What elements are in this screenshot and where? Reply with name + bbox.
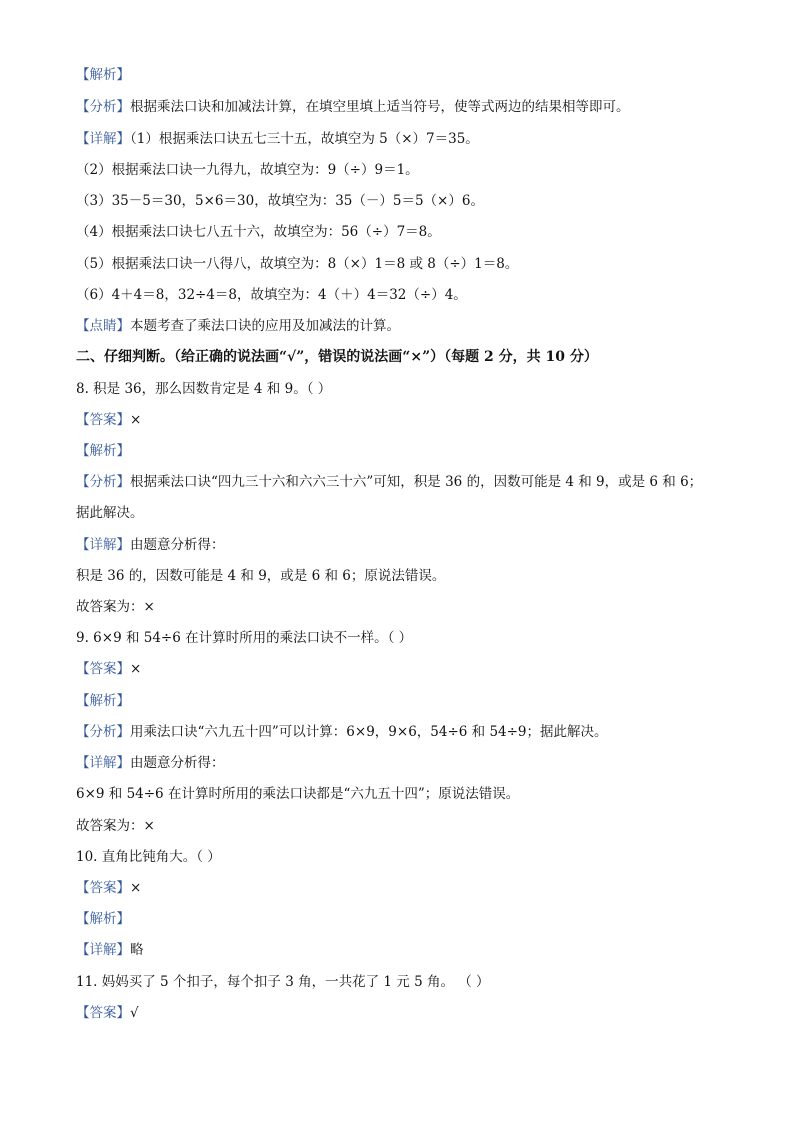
line-text: 由题意分析得： (130, 537, 225, 553)
answer-text: √ (130, 1005, 139, 1021)
line-text: 用乘法口诀“六九五十四”可以计算：6×9，9×6，54÷6 和 54÷9；据此解决。 (130, 724, 608, 740)
line-text: 本题考查了乘法口诀的应用及加减法的计算。 (130, 318, 400, 334)
line-text: 根据乘法口诀和加减法计算，在填空里填上适当符号，使等式两边的结果相等即可。 (130, 99, 630, 115)
section-tag: 【详解】 (76, 755, 130, 771)
answer-line (76, 409, 754, 431)
line-text: 6×9 和 54÷6 在计算时所用的乘法口诀都是“六九五十四”；原说法错误。 (76, 786, 520, 802)
question-text: 11. 妈妈买了 5 个扣子，每个扣子 3 角，一共花了 1 元 5 角。 （ ） (76, 974, 490, 990)
detail-line (76, 534, 754, 556)
section-tag: 【详解】 (76, 131, 130, 147)
conclusion-line (76, 596, 754, 618)
line-text: 积是 36 的，因数可能是 4 和 9，或是 6 和 6；原说法错误。 (76, 568, 446, 584)
section-tag: 【分析】 (76, 724, 130, 740)
detail-line (76, 284, 754, 306)
line-text: 据此解决。 (76, 505, 144, 521)
analysis-label-line (76, 908, 754, 930)
analysis-line (76, 96, 754, 118)
section-tag: 【解析】 (76, 693, 130, 709)
analysis-label-line (76, 440, 754, 462)
line-text: 根据乘法口诀“四九三十六和六六三十六”可知，积是 36 的，因数可能是 4 和 9，或是 6 和 6； (130, 474, 703, 490)
section-tag: 【点睛】 (76, 318, 130, 334)
detail-line (76, 159, 754, 181)
line-text: 由题意分析得： (130, 755, 225, 771)
section-tag: 【解析】 (76, 67, 130, 83)
line-text: 略 (130, 942, 144, 958)
question-text: 9. 6×9 和 54÷6 在计算时所用的乘法口诀不一样。（ ） (76, 630, 413, 646)
section-heading (76, 346, 754, 368)
line-text: 故答案为：× (76, 818, 155, 834)
detail-line (76, 253, 754, 275)
analysis-label-line (76, 64, 754, 86)
question-10 (76, 846, 754, 868)
analysis-line (76, 721, 754, 743)
detail-line (76, 190, 754, 212)
section-tag: 【答案】 (76, 412, 130, 428)
detail-line (76, 939, 754, 961)
comment-line (76, 315, 754, 337)
answer-text: × (130, 880, 142, 896)
analysis-label-line (76, 690, 754, 712)
section-tag: 【分析】 (76, 474, 130, 490)
line-text: （5）根据乘法口诀一八得八，故填空为：8（×）1＝8 或 8（÷）1＝8。 (76, 256, 519, 272)
line-text: （3）35－5＝30，5×6＝30，故填空为：35（－）5＝5（×）6。 (76, 193, 484, 209)
heading-text: 二、仔细判断。（给正确的说法画“√”，错误的说法画“×”）（每题 2 分，共 10 分） (76, 349, 598, 365)
line-text: （1）根据乘法口诀五七三十五，故填空为 5（×）7＝35。 (130, 131, 479, 147)
section-tag: 【详解】 (76, 942, 130, 958)
section-tag: 【详解】 (76, 537, 130, 553)
detail-line (76, 221, 754, 243)
conclusion-line (76, 815, 754, 837)
detail-line (76, 128, 754, 150)
section-tag: 【分析】 (76, 99, 130, 115)
analysis-line (76, 471, 754, 493)
section-tag: 【答案】 (76, 1005, 130, 1021)
line-text: （4）根据乘法口诀七八五十六，故填空为：56（÷）7＝8。 (76, 224, 441, 240)
answer-line (76, 877, 754, 899)
detail-line (76, 752, 754, 774)
section-tag: 【答案】 (76, 880, 130, 896)
answer-line (76, 1002, 754, 1024)
question-8 (76, 378, 754, 400)
section-tag: 【解析】 (76, 443, 130, 459)
section-tag: 【解析】 (76, 911, 130, 927)
line-text: 故答案为：× (76, 599, 155, 615)
detail-line (76, 783, 754, 805)
answer-text: × (130, 661, 142, 677)
question-text: 8. 积是 36，那么因数肯定是 4 和 9。（ ） (76, 381, 332, 397)
detail-line (76, 565, 754, 587)
question-text: 10. 直角比钝角大。（ ） (76, 849, 221, 865)
section-tag: 【答案】 (76, 661, 130, 677)
answer-text: × (130, 412, 142, 428)
question-11 (76, 971, 754, 993)
answer-line (76, 658, 754, 680)
question-9 (76, 627, 754, 649)
line-text: （2）根据乘法口诀一九得九，故填空为：9（÷）9＝1。 (76, 162, 419, 178)
line-text: （6）4＋4＝8，32÷4＝8，故填空为：4（＋）4＝32（÷）4。 (76, 287, 467, 303)
analysis-line (76, 502, 754, 524)
